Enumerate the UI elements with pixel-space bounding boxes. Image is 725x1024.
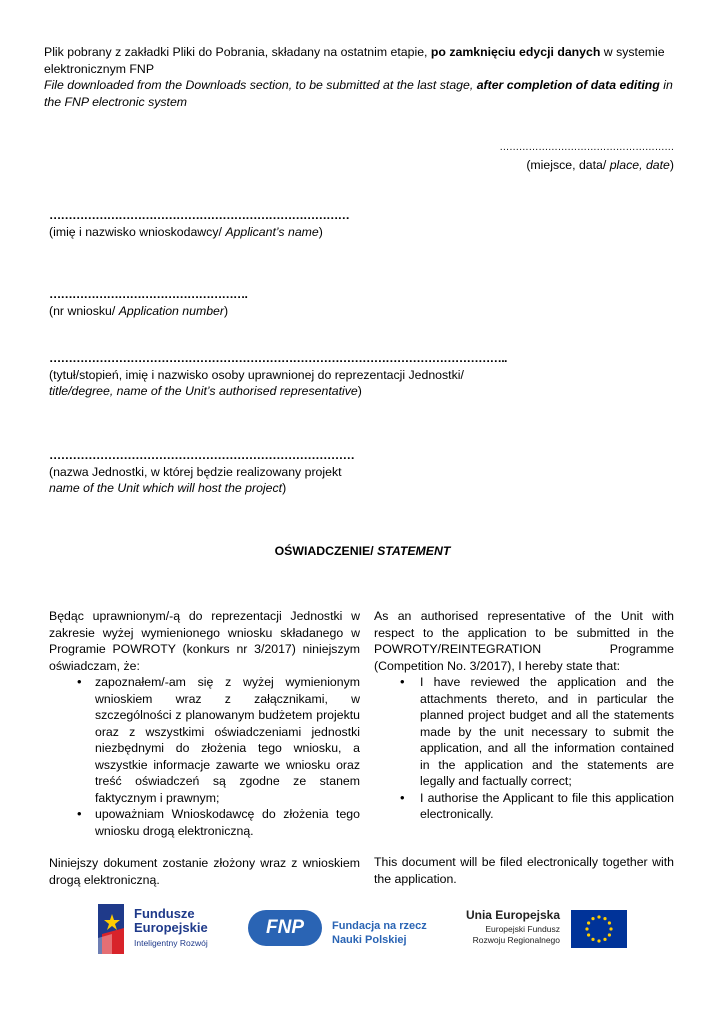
place-date-label-pl: (miejsce, data/ [526, 157, 610, 172]
ue-line1: Unia Europejska [465, 908, 560, 922]
statement-en-intro: As an authorised representative of the Unit with respect to the application to be submitted in the POWROTY/REINTEGRATION Programme (Competition No. 3/2017), I hereby state that: [374, 609, 674, 673]
place-date-label-end: ) [669, 157, 674, 172]
applicant-dots: …………………………………………………………………… [49, 208, 350, 222]
representative-field [49, 350, 689, 400]
note-en-bold: after completion of data editing [476, 78, 660, 92]
statement-en-closing: This document will be filed electronically together with the application. [374, 855, 674, 886]
unit-field [49, 447, 649, 497]
representative-dots: ……………………………………………………………………………………………………….. [49, 351, 507, 365]
statement-pl-intro: Będąc uprawnionym/-ą do reprezentacji Jednostki w zakresie wyżej wymienionego wniosku składanego w Programie POWROTY (konkurs nr 3/2017) niniejszym oświadczam, że: [49, 609, 360, 673]
applicant-field [49, 207, 649, 240]
ue-line2: Europejski Fundusz [485, 924, 560, 934]
note-en-text: File downloaded from the Downloads section, to be submitted at the last stage, [44, 78, 477, 92]
applicant-label [49, 224, 649, 241]
fe-line2: Europejskie [134, 920, 208, 935]
unit-dots: …………………………………………………………………… [49, 448, 355, 462]
statement-pl-bullet: • upoważniam Wnioskodawcę do złożenia tego wniosku drogą elektroniczną. [49, 806, 360, 839]
unia-europejska-logo [460, 908, 630, 958]
representative-label-end: ) [357, 384, 362, 398]
unit-label [49, 464, 649, 497]
application-number-dots: ……………………………………………. [49, 287, 248, 301]
statement-column-pl [49, 608, 360, 888]
note-pl-text-end: w systemie elektronicznym FNP [44, 45, 665, 76]
download-note [44, 44, 684, 110]
fe-line1: Fundusze [134, 906, 195, 921]
application-number-label-pl: (nr wniosku/ [49, 303, 119, 318]
statement-title-en: STATEMENT [377, 544, 451, 558]
unit-label-en: name of the Unit which will host the project [49, 481, 283, 495]
download-note-pl [44, 44, 684, 77]
fe-line3: Inteligentny Rozwój [134, 938, 208, 948]
note-pl-bold: po zamknięciu edycji danych [430, 45, 601, 59]
statement-column-en [374, 608, 674, 886]
footer-logos [0, 902, 725, 962]
representative-label [49, 367, 689, 400]
statement-pl-bullets [49, 674, 360, 839]
eu-flag-icon [571, 910, 627, 948]
download-note-en [44, 77, 684, 110]
statement-pl-closing: Niniejszy dokument zostanie złożony wraz z wnioskiem drogą elektroniczną. [49, 856, 360, 887]
application-number-label-en: Application number [118, 303, 224, 318]
fundusze-europejskie-logo [98, 904, 228, 956]
unit-label-pl: (nazwa Jednostki, w której będzie realizowany projekt [49, 464, 342, 479]
fnp-logo [248, 908, 438, 952]
statement-en-bullet: • I authorise the Applicant to file this application electronically. [374, 790, 674, 823]
place-date-block [380, 140, 674, 173]
unit-label-end: ) [282, 481, 287, 495]
fnp-line2: Nauki Polskiej [332, 934, 407, 946]
ue-line3: Rozwoju Regionalnego [472, 935, 560, 945]
statement-en-bullet: • I have reviewed the application and the attachments thereto, and in particular the planned project budget and all the statements made by the unit necessary to submit the application, and all the information contained in the application and the statements are legally and factually correct; [374, 674, 674, 790]
fnp-mark [248, 910, 322, 946]
statement-title-pl: OŚWIADCZENIE/ [274, 544, 378, 558]
place-date-label-en: place, date [609, 157, 670, 172]
note-en-text-end: in the FNP electronic system [44, 78, 673, 109]
fe-stars-icon [98, 904, 126, 954]
fnp-line1: Fundacja na rzecz [332, 920, 427, 932]
representative-label-en: title/degree, name of the Unit’s authorised representative [49, 384, 358, 398]
application-number-label [49, 303, 649, 320]
fnp-mark-text: FNP [266, 917, 304, 938]
applicant-label-end: ) [318, 224, 323, 239]
application-number-field [49, 286, 649, 319]
place-date-dots: ……………………………………………… [499, 142, 674, 153]
statement-title [0, 543, 725, 560]
note-pl-text: Plik pobrany z zakładki Pliki do Pobrania, składany na ostatnim etapie, [44, 45, 431, 59]
application-number-label-end: ) [224, 303, 229, 318]
statement-en-bullets [374, 674, 674, 823]
place-date-label [380, 157, 674, 174]
applicant-label-en: Applicant’s name [225, 224, 319, 239]
statement-pl-bullet: • zapoznałem/-am się z wyżej wymienionym wnioskiem wraz z załącznikami, w szczególności z planowanym budżetem projektu oraz z wszystkimi oświadczeniami jednostki niezbędnymi do złożenia tego wniosku, a wszystkie informacje zawarte we wniosku oraz treść oświadczeń są zgodne ze stanem faktycznym i prawnym; [49, 674, 360, 806]
representative-label-pl: (tytuł/stopień, imię i nazwisko osoby uprawnionej do reprezentacji Jednostki/ [49, 367, 464, 382]
applicant-label-pl: (imię i nazwisko wnioskodawcy/ [49, 224, 226, 239]
